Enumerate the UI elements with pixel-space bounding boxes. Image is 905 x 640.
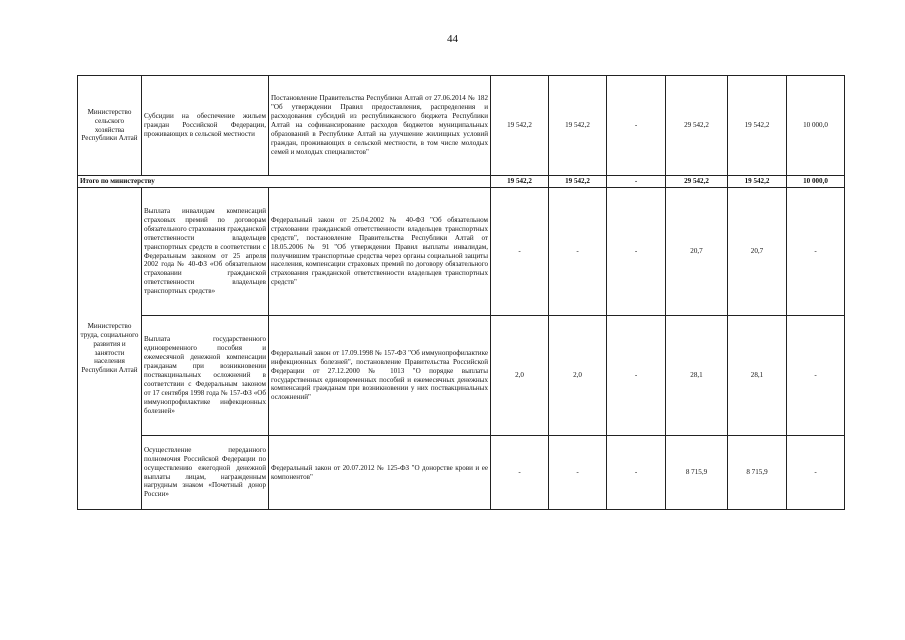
- value-cell: 28,1: [666, 316, 728, 436]
- value-cell: 28,1: [728, 316, 787, 436]
- legal-basis-cell: Федеральный закон от 20.07.2012 № 125-ФЗ "О донорстве крови и ее компонентов": [269, 436, 491, 510]
- value-cell: 20,7: [666, 188, 728, 316]
- value-cell: -: [787, 316, 845, 436]
- value-cell: 2,0: [549, 316, 607, 436]
- total-value-cell: -: [607, 176, 666, 188]
- total-row: [78, 176, 845, 188]
- value-cell: 19 542,2: [728, 76, 787, 176]
- total-value-cell: 19 542,2: [728, 176, 787, 188]
- value-cell: 10 000,0: [787, 76, 845, 176]
- description-cell: Выплата инвалидам компенсаций страховых премий по договорам обязательного страхования гражданской ответственности владельцев транспортных средств в соответствии с Федеральным законом от 25 апреля 2002 года № 40-ФЗ «Об обязательном страховании гражданской ответственности владельцев транспортных средств»: [142, 188, 269, 316]
- ministry-cell: Министерство труда, социального развития и занятости населения Республики Алтай: [78, 188, 142, 510]
- description-cell: Субсидии на обеспечение жильем граждан Российской Федерации, проживающих в сельской местности: [142, 76, 269, 176]
- value-cell: -: [607, 436, 666, 510]
- value-cell: -: [607, 188, 666, 316]
- ministry-cell: Министерство сельского хозяйства Республики Алтай: [78, 76, 142, 176]
- total-value-cell: 19 542,2: [549, 176, 607, 188]
- page-number: 44: [447, 33, 458, 45]
- value-cell: -: [607, 76, 666, 176]
- legal-basis-cell: Федеральный закон от 17.09.1998 № 157-ФЗ "Об иммунопрофилактике инфекционных болезней", постановление Правительства Российской Федерации от 27.12.2000 № 1013 "О порядке выплаты государственных единовременных пособий и ежемесячных денежных компенсаций гражданам при возникновении у них поствакцинальных осложнений": [269, 316, 491, 436]
- total-label: Итого по министерству: [78, 176, 491, 188]
- value-cell: 20,7: [728, 188, 787, 316]
- legal-basis-cell: Федеральный закон от 25.04.2002 № 40-ФЗ "Об обязательном страховании гражданской ответственности владельцев транспортных средств", постановление Правительства Республики Алтай от 18.05.2006 № 91 "Об утверждении Правил выплаты инвалидам, получившим транспортные средства через органы социальной защиты населения, компенсации страховых премий по договору обязательного страхования гражданской ответственности владельцев транспортных средств": [269, 188, 491, 316]
- value-cell: 2,0: [491, 316, 549, 436]
- total-value-cell: 29 542,2: [666, 176, 728, 188]
- table-row: [78, 76, 845, 176]
- value-cell: -: [491, 188, 549, 316]
- total-value-cell: 10 000,0: [787, 176, 845, 188]
- value-cell: -: [787, 188, 845, 316]
- value-cell: 19 542,2: [491, 76, 549, 176]
- total-value-cell: 19 542,2: [491, 176, 549, 188]
- value-cell: 8 715,9: [666, 436, 728, 510]
- table-row: [78, 188, 845, 316]
- legal-basis-cell: Постановление Правительства Республики Алтай от 27.06.2014 № 182 "Об утверждении Правил предоставления, распределения и расходования субсидий из республиканского бюджета Республики Алтай на софинансирование расходов бюджетов муниципальных образований в Республике Алтай на улучшение жилищных условий граждан, проживающих в сельской местности, в том числе молодых семей и молодых специалистов": [269, 76, 491, 176]
- value-cell: 8 715,9: [728, 436, 787, 510]
- description-cell: Выплата государственного единовременного пособия и ежемесячной денежной компенсации гражданам при возникновении поствакцинальных осложнений в соответствии с Федеральным законом от 17 сентября 1998 года № 157-ФЗ «Об иммунопрофилактике инфекционных болезней»: [142, 316, 269, 436]
- value-cell: 29 542,2: [666, 76, 728, 176]
- value-cell: -: [607, 316, 666, 436]
- value-cell: -: [787, 436, 845, 510]
- value-cell: -: [549, 188, 607, 316]
- value-cell: -: [549, 436, 607, 510]
- value-cell: 19 542,2: [549, 76, 607, 176]
- table-row: [78, 436, 845, 510]
- budget-table: [77, 75, 845, 510]
- value-cell: -: [491, 436, 549, 510]
- description-cell: Осуществление переданного полномочия Российской Федерации по осуществлению ежегодной денежной выплаты лицам, награжденным нагрудным знаком «Почетный донор России»: [142, 436, 269, 510]
- table-row: [78, 316, 845, 436]
